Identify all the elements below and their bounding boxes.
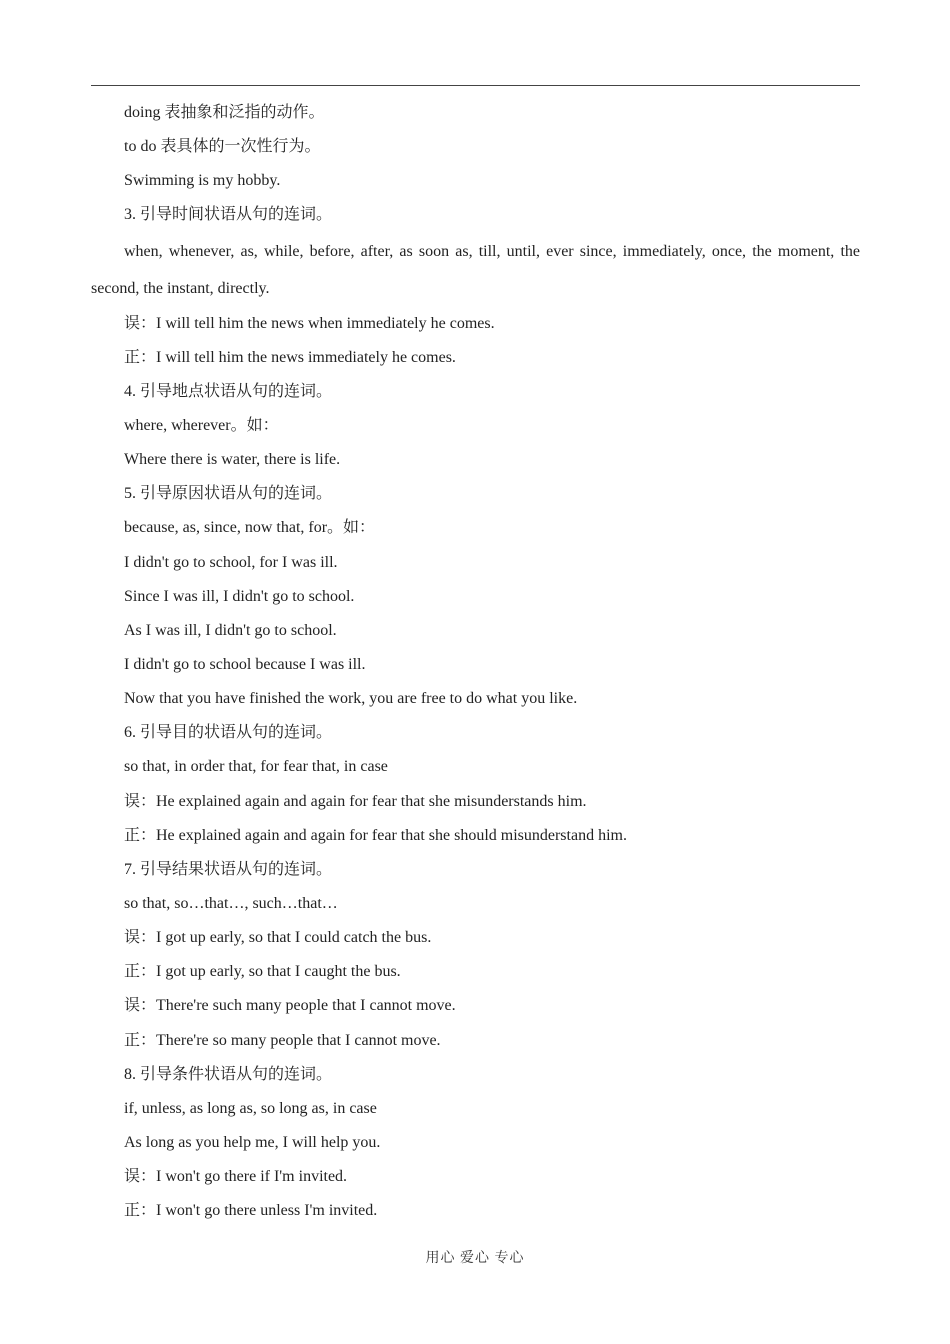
conjunction-list-paragraph: when, whenever, as, while, before, after, as soon as, till, until, ever since, immediately, once, the moment, the second, the instant, directly. [91, 242, 860, 297]
section-heading: 5. 引导原因状语从句的连词。 [124, 485, 333, 503]
text-line: where, wherever。如： [124, 416, 279, 434]
text-line: 误：There're such many people that I cannot move. [124, 997, 456, 1015]
text-line: Since I was ill, I didn't go to school. [124, 587, 355, 605]
text-line: to do 表具体的一次性行为。 [124, 138, 321, 156]
text-line: 正：He explained again and again for fear that she should misunderstand him. [124, 826, 627, 844]
text-line: if, unless, as long as, so long as, in case [124, 1099, 377, 1117]
text-line: so that, in order that, for fear that, in case [124, 758, 388, 776]
text-line: 正：I won't go there unless I'm invited. [124, 1202, 378, 1220]
section-heading: 8. 引导条件状语从句的连词。 [124, 1065, 333, 1083]
text-line: I didn't go to school, for I was ill. [124, 553, 338, 571]
text-line: because, as, since, now that, for。如： [124, 519, 376, 537]
text-line: so that, so…that…, such…that… [124, 894, 338, 912]
section-heading: 3. 引导时间状语从句的连词。 [124, 206, 333, 224]
header-rule [91, 85, 860, 86]
text-line: I didn't go to school because I was ill. [124, 655, 366, 673]
section-heading: 6. 引导目的状语从句的连词。 [124, 724, 333, 742]
section-heading: 7. 引导结果状语从句的连词。 [124, 860, 333, 878]
text-line: 正：There're so many people that I cannot move. [124, 1031, 441, 1049]
section-heading: 4. 引导地点状语从句的连词。 [124, 382, 333, 400]
text-line: As I was ill, I didn't go to school. [124, 621, 337, 639]
text-line: 误：I got up early, so that I could catch the bus. [124, 929, 432, 947]
text-line: Where there is water, there is life. [124, 451, 341, 469]
text-line: 误：I will tell him the news when immediately he comes. [124, 314, 495, 332]
text-line: 误：He explained again and again for fear that she misunderstands him. [124, 792, 587, 810]
text-line: 正：I got up early, so that I caught the bus. [124, 963, 401, 981]
text-line: Now that you have finished the work, you are free to do what you like. [124, 690, 578, 708]
text-line: doing 表抽象和泛指的动作。 [124, 104, 325, 121]
page-footer: 用心 爱心 专心 [425, 1251, 525, 1266]
document-body [91, 96, 860, 1228]
text-line: As long as you help me, I will help you. [124, 1133, 381, 1151]
text-line: 误：I won't go there if I'm invited. [124, 1168, 348, 1186]
text-line: Swimming is my hobby. [124, 172, 281, 190]
text-line: 正：I will tell him the news immediately he comes. [124, 348, 456, 366]
